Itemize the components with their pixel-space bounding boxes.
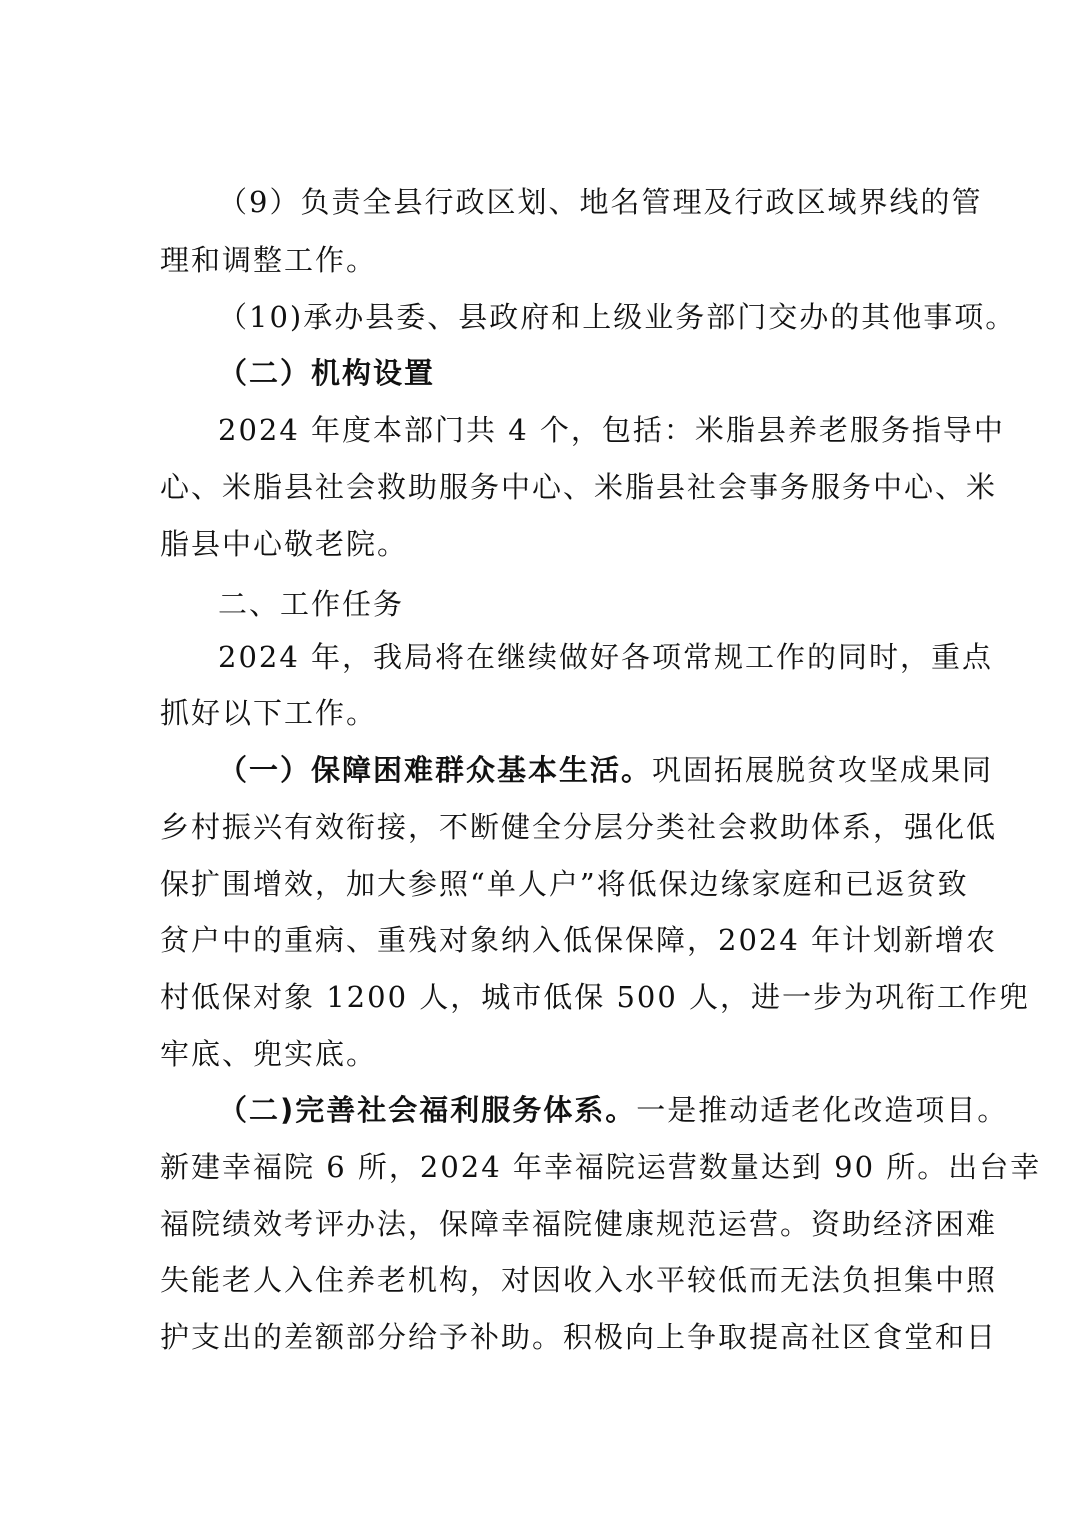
- text-line: （10)承办县委、县政府和上级业务部门交办的其他事项。: [218, 300, 1017, 334]
- text-line: 心、米脂县社会救助服务中心、米脂县社会事务服务中心、米: [160, 470, 998, 504]
- text-line: 乡村振兴有效衔接，不断健全分层分类社会救助体系，强化低: [160, 810, 998, 844]
- paragraph-lead: （二)完善社会福利服务体系。: [218, 1093, 637, 1127]
- text-line: 抓好以下工作。: [160, 696, 378, 730]
- paragraph-lead-rest: 一是推动适老化改造项目。: [636, 1093, 1009, 1127]
- paragraph-lead-rest: 巩固拓展脱贫攻坚成果同: [652, 753, 994, 787]
- text-line: 护支出的差额部分给予补助。积极向上争取提高社区食堂和日: [160, 1320, 998, 1354]
- text-line: 贫户中的重病、重残对象纳入低保保障，2024 年计划新增农: [160, 923, 998, 957]
- text-line: 2024 年度本部门共 4 个，包括：米脂县养老服务指导中: [218, 413, 1005, 447]
- text-line: 村低保对象 1200 人，城市低保 500 人，进一步为巩衔工作兜: [160, 980, 1031, 1014]
- text-line: 失能老人入住养老机构，对因收入水平较低而无法负担集中照: [160, 1263, 998, 1297]
- text-line: 保扩围增效，加大参照“单人户”将低保边缘家庭和已返贫致: [160, 867, 969, 901]
- text-line: 新建幸福院 6 所，2024 年幸福院运营数量达到 90 所。出台幸: [160, 1150, 1042, 1184]
- paragraph-lead-line: [218, 1090, 1009, 1130]
- paragraph-lead: （一）保障困难群众基本生活。: [218, 753, 653, 787]
- section-heading: （二）机构设置: [218, 356, 436, 390]
- chapter-heading: 二、工作任务: [218, 587, 405, 621]
- text-line: 理和调整工作。: [160, 243, 378, 277]
- text-line: 福院绩效考评办法，保障幸福院健康规范运营。资助经济困难: [160, 1207, 998, 1241]
- text-line: 牢底、兜实底。: [160, 1037, 378, 1071]
- text-line: （9）负责全县行政区划、地名管理及行政区域界线的管: [218, 185, 983, 219]
- text-line: 脂县中心敬老院。: [160, 527, 409, 561]
- paragraph-lead-line: [218, 750, 994, 790]
- text-line: 2024 年，我局将在继续做好各项常规工作的同时，重点: [218, 640, 994, 674]
